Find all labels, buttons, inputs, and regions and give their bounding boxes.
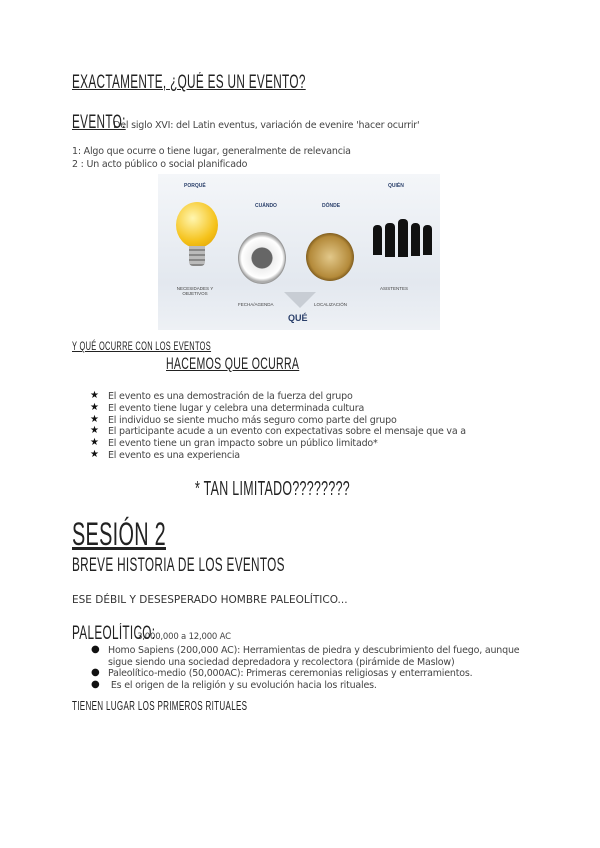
list-item bbox=[90, 390, 353, 402]
subheading-text: Y QUÉ OCURRE CON LOS EVENTOS bbox=[72, 339, 212, 353]
session-text: SESIÓN 2 bbox=[72, 516, 166, 552]
compass-icon bbox=[306, 233, 354, 281]
list-item-text: El evento tiene un gran impacto sobre un público limitado* bbox=[108, 438, 378, 449]
paleo-range: 3,000,000 a 12,000 AC bbox=[137, 632, 231, 642]
list-item bbox=[91, 667, 473, 679]
session-heading bbox=[72, 516, 224, 553]
list-item-text: Es el origen de la religión y su evolución hacia los rituales. bbox=[108, 680, 377, 691]
evento-text: Del siglo XVI: del Latin eventus, variación de evenire 'hacer ocurrir' bbox=[113, 120, 420, 131]
label-fecha: FECHA/AGENDA bbox=[238, 302, 274, 307]
label-cuando: CUÁNDO bbox=[255, 203, 277, 209]
lightbulb-icon bbox=[176, 202, 218, 248]
star-icon: ★ bbox=[90, 449, 99, 460]
paleolitico-heading bbox=[72, 623, 231, 645]
list-item bbox=[90, 414, 397, 426]
list-item-continuation: sigue siendo una sociedad depredadora y recolectora (pirámide de Maslow) bbox=[108, 657, 455, 668]
list-item bbox=[91, 644, 520, 656]
meaning-2: 2 : Un acto público o social planificado bbox=[72, 159, 248, 170]
label-localizacion: LOCALIZACIÓN bbox=[314, 302, 348, 307]
star-icon: ★ bbox=[90, 425, 99, 436]
label-porque: PORQUÉ bbox=[184, 183, 206, 189]
bullet-icon: ● bbox=[91, 644, 100, 655]
list-item-text: Homo Sapiens (200,000 AC): Herramientas de piedra y descubrimiento del fuego, aunque bbox=[108, 645, 520, 656]
breve-text: BREVE HISTORIA DE LOS EVENTOS bbox=[72, 555, 285, 576]
list-item-text: El individuo se siente mucho más seguro como parte del grupo bbox=[108, 415, 397, 426]
meaning-1: 1: Algo que ocurre o tiene lugar, generalmente de relevancia bbox=[72, 146, 351, 157]
list-item bbox=[90, 437, 378, 449]
label-que: QUÉ bbox=[288, 313, 308, 323]
star-icon: ★ bbox=[90, 402, 99, 413]
hacemos-heading bbox=[166, 354, 381, 374]
list-item-text: Paleolítico-medio (50,000AC): Primeras ceremonias religiosas y enterramientos. bbox=[108, 668, 473, 679]
subheading bbox=[72, 335, 296, 354]
hacemos-text: HACEMOS QUE OCURRA bbox=[166, 354, 300, 373]
tan-limitado-text: * TAN LIMITADO???????? bbox=[195, 478, 351, 500]
down-arrow-icon bbox=[284, 292, 316, 308]
list-item-text: El evento es una demostración de la fuerza del grupo bbox=[108, 391, 353, 402]
label-quien: QUIÉN bbox=[388, 183, 404, 189]
star-icon: ★ bbox=[90, 390, 99, 401]
event-questions-diagram bbox=[158, 174, 440, 330]
tan-limitado-note bbox=[195, 478, 445, 501]
paleo-label: PALEOLÍTICO: bbox=[72, 623, 156, 644]
label-necesidades: NECESIDADES Y OBJETIVOS bbox=[176, 286, 214, 296]
page-title bbox=[72, 72, 449, 94]
list-item bbox=[90, 449, 240, 461]
list-item-text: El participante acude a un evento con expectativas sobre el mensaje que va a bbox=[108, 426, 466, 437]
page-title-text: EXACTAMENTE, ¿QUÉ ES UN EVENTO? bbox=[72, 72, 306, 93]
star-icon: ★ bbox=[90, 414, 99, 425]
list-item bbox=[90, 425, 466, 437]
star-icon: ★ bbox=[90, 437, 99, 448]
evento-definition bbox=[72, 112, 419, 134]
tienen-text: TIENEN LUGAR LOS PRIMEROS RITUALES bbox=[72, 698, 248, 713]
pocket-watch-icon bbox=[238, 232, 286, 284]
lightbulb-base bbox=[189, 246, 205, 266]
evento-label: EVENTO: bbox=[72, 112, 126, 133]
list-item bbox=[91, 679, 377, 691]
people-silhouettes-icon bbox=[373, 219, 435, 259]
bullet-icon: ● bbox=[91, 667, 100, 678]
ese-heading: ESE DÉBIL Y DESESPERADO HOMBRE PALEOLÍTICO... bbox=[72, 594, 348, 606]
list-item-text: El evento tiene lugar y celebra una determinada cultura bbox=[108, 403, 365, 414]
label-donde: DÓNDE bbox=[322, 203, 341, 209]
breve-heading bbox=[72, 555, 415, 577]
list-item bbox=[90, 402, 365, 414]
tienen-heading bbox=[72, 695, 355, 714]
label-asistentes: ASISTENTES bbox=[380, 286, 409, 291]
list-item-text: El evento es una experiencia bbox=[108, 450, 240, 461]
bullet-icon: ● bbox=[91, 679, 100, 690]
